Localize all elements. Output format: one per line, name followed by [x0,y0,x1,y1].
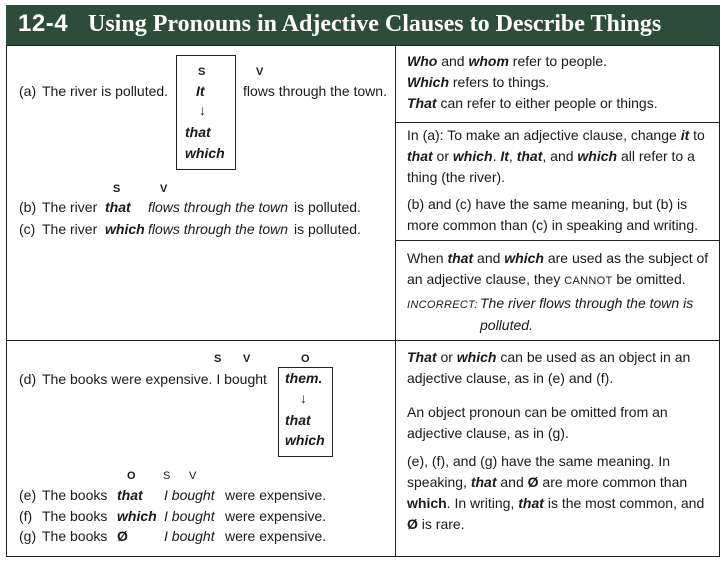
example-start: The books [42,487,108,503]
pronoun: which [105,221,145,237]
example-start: The books [42,508,108,524]
example-end: were expensive. [225,528,327,544]
adjective-clause: flows through the town [148,221,289,237]
object-mark: O [301,353,310,365]
chart-title-bar [6,5,720,45]
note-object-pronoun: That or which can be used as an object in an adjective clause, as in (e) and (f). [407,349,691,386]
example-label: (c) [19,221,36,237]
example-label: (e) [19,487,37,503]
subject-mark: S [198,66,206,78]
incorrect-label: INCORRECT: [407,299,478,311]
subject-mark: S [163,470,171,482]
note-common-usage: (e), (f), and (g) have the same meaning. In speaking, that and Ø are more common than which. In writing, that is the most common, and Ø is rare. [407,453,705,532]
example-end: were expensive. [225,508,327,524]
verb-mark: V [189,470,197,482]
section-number: 12-4 [18,10,69,37]
verb-mark: V [256,66,264,78]
clause-rest: flows through the town. [243,83,387,99]
example-label: (b) [19,199,37,215]
pronoun-which: which [285,432,325,448]
note-cannot-omit: When that and which are used as the subject of an adjective clause, they CANNOT be omitted. [407,250,709,287]
note-divider-2 [396,240,719,241]
note-divider-1 [396,122,719,123]
pronoun-that: that [285,412,311,428]
pronoun: that [117,487,143,503]
subject-mark: S [113,183,121,195]
example-start: The river [42,199,98,215]
example-end: is polluted. [294,221,361,237]
verb-mark: V [243,353,251,365]
adjective-clause: I bought [164,528,215,544]
example-label: (d) [19,371,37,387]
example-end: were expensive. [225,487,327,503]
example-end: is polluted. [294,199,361,215]
incorrect-example-cont: polluted. [480,317,533,333]
note-can-omit: An object pronoun can be omitted from an adjective clause, as in (g). [407,404,668,441]
subject-mark: S [214,353,222,365]
adjective-clause: flows through the town [148,199,289,215]
example-start: The books [42,528,108,544]
pronoun-them: them. [285,370,323,386]
adjective-clause: I bought [164,508,215,524]
example-label: (a) [19,83,37,99]
section-title: Using Pronouns in Adjective Clauses to Describe Things [88,11,662,37]
example-sentence: The river is polluted. [42,83,169,99]
note-change-it: In (a): To make an adjective clause, change it to that or which. It, that, and which all refer to a thing (the river). [407,127,705,185]
example-label: (g) [19,528,37,544]
down-arrow: ↓ [199,102,206,118]
object-mark: O [127,470,136,482]
example-start: The river [42,221,98,237]
example-label: (f) [19,508,33,524]
note-same-meaning: (b) and (c) have the same meaning, but (b) is more common than (c) in speaking and writing. [407,196,699,233]
down-arrow: ↓ [300,390,307,406]
adjective-clause: I bought [164,487,215,503]
pronoun: that [105,199,131,215]
example-sentence: The books were expensive. I bought [42,371,267,387]
pronoun-which: which [185,145,225,161]
incorrect-example: The river flows through the town is [480,295,694,311]
pronoun: which [117,508,157,524]
note-who-whom: Who and whom refer to people. Which refers to things. That can refer to either people or things. [407,53,658,111]
pronoun-it: It [196,83,205,99]
pronoun-that: that [185,124,211,140]
verb-mark: V [160,183,168,195]
section-divider [6,340,719,341]
pronoun-omitted: Ø [117,528,128,544]
